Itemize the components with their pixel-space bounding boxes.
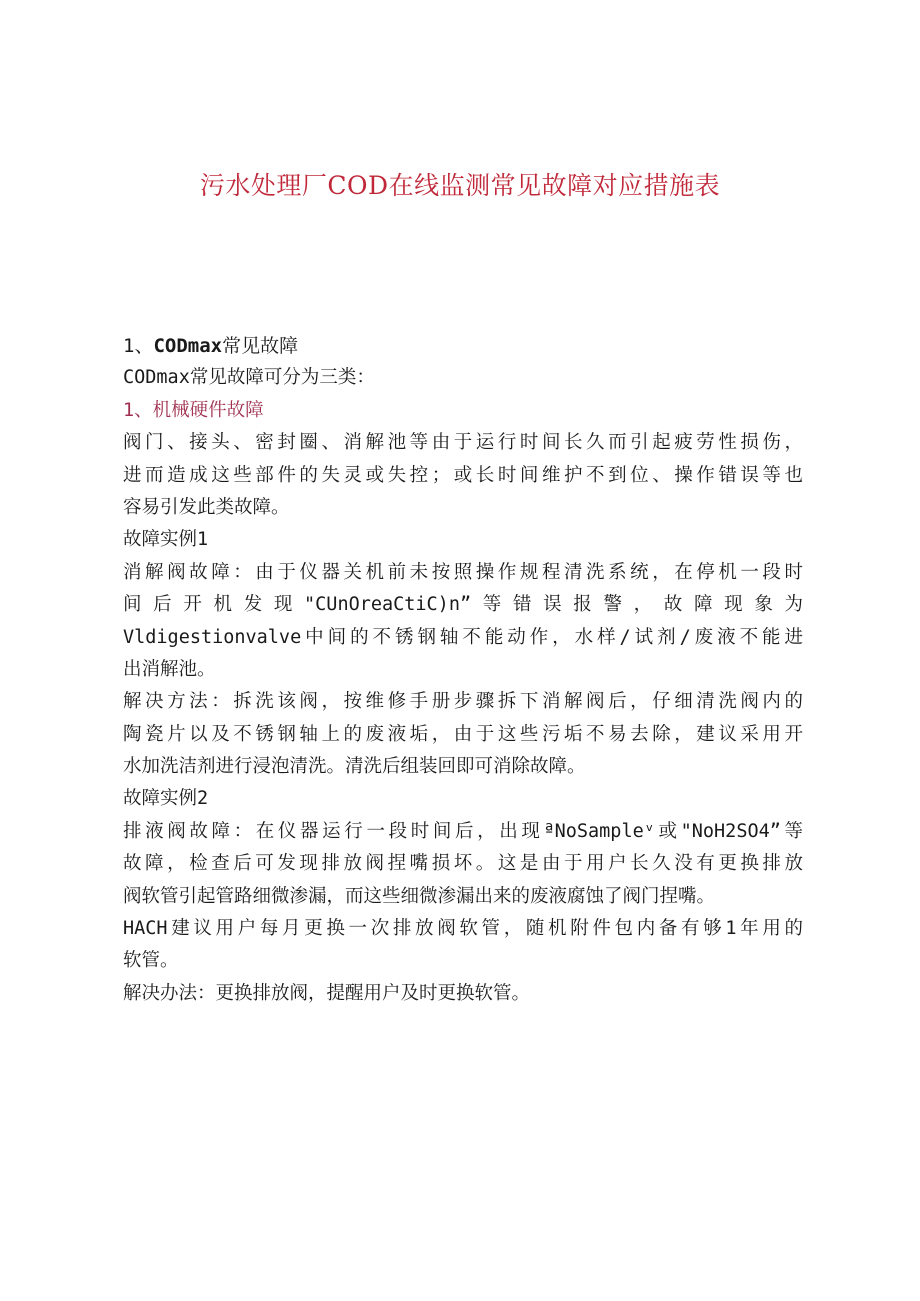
example1-line: 出消解池。 xyxy=(123,658,216,680)
example2-line: 故障，检查后可发现排放阀捏嘴损坏。这是由于用户长久没有更换排放 xyxy=(123,853,803,875)
section-heading-bold: CODmax xyxy=(153,335,223,357)
section-heading xyxy=(123,330,803,362)
example1-line: 间后开机发现"CUnOreaCtiC)n”等错误报警，故障现象为 xyxy=(123,594,803,616)
example1-line: 消解阀故障：由于仪器关机前未按照操作规程清洗系统，在停机一段时 xyxy=(123,561,803,583)
sub-heading-mechanical: 1、机械硬件故障 xyxy=(123,399,264,421)
paragraph1-line: 容易引发此类故障。 xyxy=(123,496,290,518)
example1-solution-line: 解决方法：拆洗该阀，按维修手册步骤拆下消解阀后，仔细清洗阀内的 xyxy=(123,691,803,713)
document-body xyxy=(123,330,803,1010)
paragraph1-line: 进而造成这些部件的失灵或失控；或长时间维护不到位、操作错误等也 xyxy=(123,464,803,486)
example1-solution-line: 水加洗洁剂进行浸泡清洗。清洗后组装回即可消除故障。 xyxy=(123,756,586,778)
example1-label: 故障实例1 xyxy=(123,529,209,551)
section-heading-suffix: 常见故障 xyxy=(222,335,299,357)
intro-line: CODmax常见故障可分为三类： xyxy=(123,367,375,389)
example2-line: 阀软管引起管路细微渗漏，而这些细微渗漏出来的废液腐蚀了阀门捏嘴。 xyxy=(123,885,716,907)
example2-solution: 解决办法：更换排放阀，提醒用户及时更换软管。 xyxy=(123,982,531,1004)
example1-solution-line: 陶瓷片以及不锈钢轴上的废液垢，由于这些污垢不易去除，建议采用开 xyxy=(123,723,803,745)
example2-label: 故障实例2 xyxy=(123,788,209,810)
example2-line: HACH建议用户每月更换一次排放阀软管，随机附件包内备有够1年用的 xyxy=(123,918,803,940)
example1-line: Vldigestionvalve中间的不锈钢轴不能动作，水样/试剂/废液不能进 xyxy=(123,626,803,648)
paragraph1-line: 阀门、接头、密封圈、消解池等由于运行时间长久而引起疲劳性损伤， xyxy=(123,432,803,454)
example2-line: 软管。 xyxy=(123,950,179,972)
document-title: 污水处理厂COD在线监测常见故障对应措施表 xyxy=(199,171,721,200)
example2-line: 排液阀故障：在仪器运行一段时间后，出现ªNoSampleᵛ或"NoH2SO4”等 xyxy=(123,820,803,842)
section-heading-prefix: 1、 xyxy=(123,335,154,357)
